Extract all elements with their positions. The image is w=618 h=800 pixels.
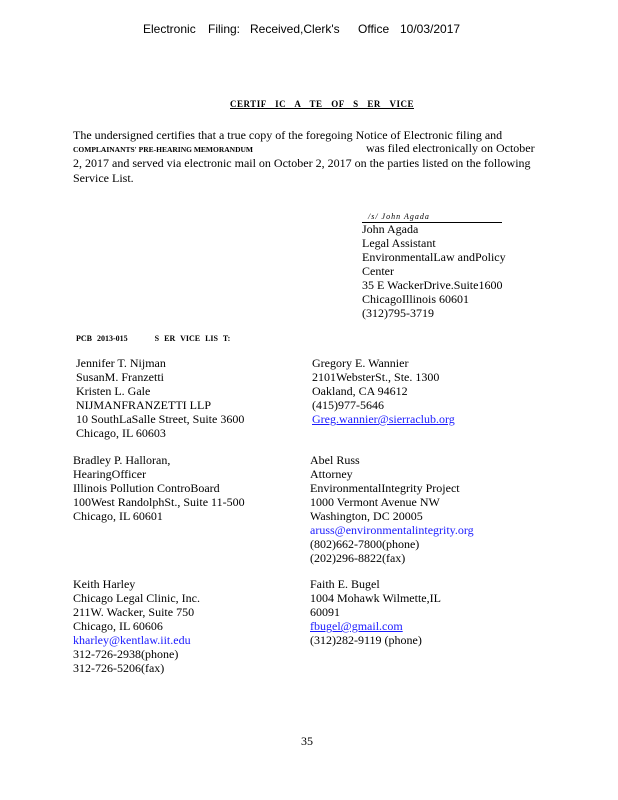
entry-line: Kristen L. Gale: [76, 384, 151, 398]
service-list-heading: [76, 334, 230, 343]
service-entry-wannier: [312, 356, 455, 426]
signature-city: ChicagoIllinois 60601: [362, 292, 469, 306]
entry-line: Washington, DC 20005: [310, 509, 423, 523]
entry-line: SusanM. Franzetti: [76, 370, 164, 384]
signature-text: /s/ John Agada: [368, 212, 430, 221]
entry-line: (802)662-7800(phone): [310, 537, 420, 551]
entry-line: Keith Harley: [73, 577, 136, 591]
entry-line: 2101WebsterSt., Ste. 1300: [312, 370, 440, 384]
certificate-line-1: The undersigned certifies that a true copy of the foregoing Notice of Electronic filing and: [73, 128, 503, 142]
entry-line: Jennifer T. Nijman: [76, 356, 166, 370]
entry-line: 100West RandolphSt., Suite 11-500: [73, 495, 245, 509]
header-office: Office: [358, 22, 390, 36]
signature-org-2: Center: [362, 264, 394, 278]
entry-line: Oakland, CA 94612: [312, 384, 408, 398]
entry-line: Chicago Legal Clinic, Inc.: [73, 591, 200, 605]
signature-name: John Agada: [362, 222, 419, 236]
service-entry-halloran: [73, 453, 245, 523]
service-list-label: S ER VICE LIS T:: [154, 334, 231, 343]
email-link[interactable]: fbugel@gmail.com: [310, 619, 403, 633]
email-link[interactable]: aruss@environmentalintegrity.org: [310, 523, 474, 537]
entry-line: Chicago, IL 60603: [76, 426, 166, 440]
service-entry-harley: [73, 577, 200, 675]
signature-phone: (312)795-3719: [362, 306, 434, 320]
entry-line: 312-726-2938(phone): [73, 647, 179, 661]
entry-line: (312)282-9119 (phone): [310, 633, 422, 647]
entry-line: NIJMANFRANZETTI LLP: [76, 398, 211, 412]
entry-line: (415)977-5646: [312, 398, 384, 412]
certificate-line-3: 2, 2017 and served via electronic mail on October 2, 2017 on the parties listed on the following: [73, 156, 531, 170]
entry-line: (202)296-8822(fax): [310, 551, 406, 565]
email-link[interactable]: kharley@kentlaw.iit.edu: [73, 633, 191, 647]
signature-block: [362, 222, 506, 320]
service-entry-bugel: [310, 577, 441, 647]
signature-org: EnvironmentalLaw andPolicy: [362, 250, 506, 264]
entry-line: 10 SouthLaSalle Street, Suite 3600: [76, 412, 245, 426]
entry-line: EnvironmentalIntegrity Project: [310, 481, 460, 495]
entry-line: Attorney: [310, 467, 353, 481]
signature-title: Legal Assistant: [362, 236, 436, 250]
header-received: Received,Clerk's: [250, 22, 340, 36]
email-link[interactable]: Greg.wannier@sierraclub.org: [312, 412, 455, 426]
document-name: COMPLAINANTS' PRE-HEARING MEMORANDUM: [73, 145, 253, 154]
certificate-line-2: was filed electronically on October: [366, 141, 535, 155]
certificate-line-4: Service List.: [73, 171, 134, 185]
header-electronic: Electronic: [143, 22, 196, 36]
entry-line: Faith E. Bugel: [310, 577, 380, 591]
entry-line: HearingOfficer: [73, 467, 147, 481]
entry-line: Abel Russ: [310, 453, 360, 467]
header-filing: Filing:: [208, 22, 241, 36]
certificate-title: CERTIF IC A TE OF S ER VICE: [230, 99, 414, 109]
entry-line: 312-726-5206(fax): [73, 661, 165, 675]
entry-line: Bradley P. Halloran,: [73, 453, 171, 467]
entry-line: Gregory E. Wannier: [312, 356, 409, 370]
signature-street: 35 E WackerDrive.Suite1600: [362, 278, 503, 292]
entry-line: 1004 Mohawk Wilmette,IL: [310, 591, 441, 605]
entry-line: 1000 Vermont Avenue NW: [310, 495, 440, 509]
entry-line: 60091: [310, 605, 340, 619]
service-entry-nijman: [76, 356, 244, 440]
page-number: 35: [301, 734, 313, 748]
header-date: 10/03/2017: [400, 22, 461, 36]
entry-line: Chicago, IL 60606: [73, 619, 163, 633]
entry-line: 211W. Wacker, Suite 750: [73, 605, 195, 619]
entry-line: Chicago, IL 60601: [73, 509, 163, 523]
case-number: PCB 2013-015: [76, 334, 128, 343]
service-entry-russ: [310, 453, 474, 565]
entry-line: Illinois Pollution ControBoard: [73, 481, 220, 495]
